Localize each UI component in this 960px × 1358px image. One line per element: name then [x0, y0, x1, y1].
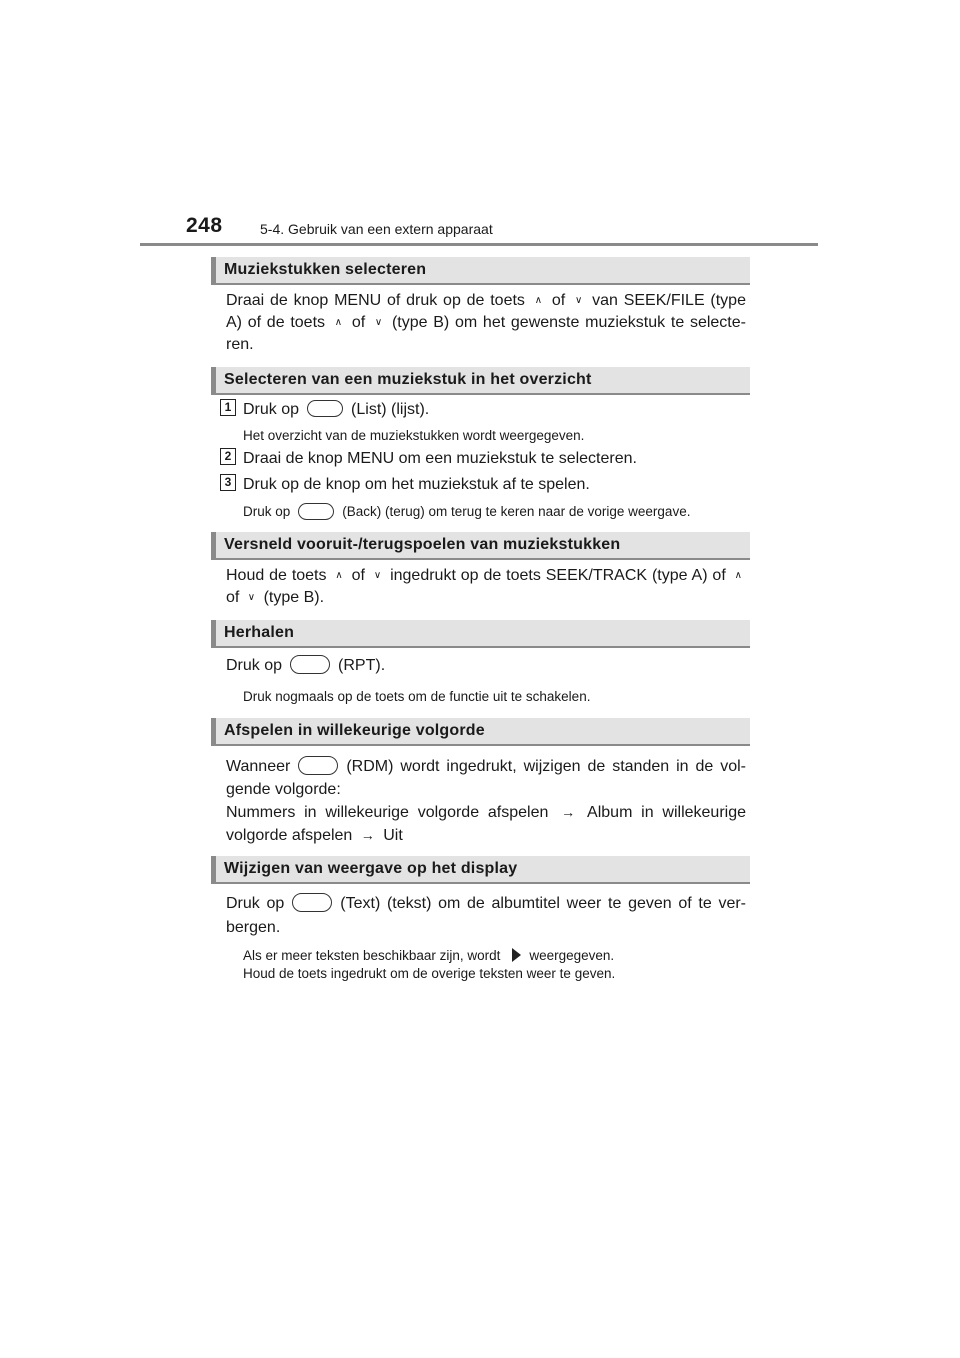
step-1-text: Druk op (List) (lijst).: [243, 401, 430, 418]
up-arrow-icon: ∧: [534, 295, 543, 306]
step-number-3: 3: [220, 474, 236, 491]
section-heading-display: [211, 856, 750, 884]
up-arrow-icon: ∧: [734, 570, 742, 581]
step-number-2: 2: [220, 448, 236, 465]
rdm-button-icon: [298, 756, 338, 775]
select-paragraph: Draai de knop MENU of druk op de toets ∧ of ∨ van SEEK/FILE (type A) of de toets ∧ of ∨ (type B) om het gewenste muziekstuk te selecte-ren.: [226, 290, 746, 356]
step-1-note: Het overzicht van de muziekstukken wordt weergegeven.: [243, 428, 585, 443]
display-paragraph: Druk op (Text) (tekst) om de albumtitel weer te geven of te ver-bergen.: [226, 895, 746, 936]
down-arrow-icon: ∨: [373, 570, 382, 581]
page-header: [0, 0, 960, 250]
section-heading-text: Wijzigen van weergave op het display: [224, 860, 518, 877]
right-arrow-icon: →: [561, 804, 576, 820]
seek-paragraph: Houd de toets ∧ of ∨ ingedrukt op de toets SEEK/TRACK (type A) of ∧ of ∨ (type B).: [226, 565, 746, 609]
section-heading-overview: [211, 367, 750, 395]
step-2-text: Draai de knop MENU om een muziekstuk te selecteren.: [243, 450, 637, 467]
chapter-title: 5-4. Gebruik van een extern apparaat: [260, 221, 493, 237]
section-heading-text: Herhalen: [224, 624, 295, 641]
rpt-button-icon: [290, 655, 330, 674]
list-button-icon: [307, 400, 343, 417]
down-arrow-icon: ∨: [247, 592, 256, 604]
up-arrow-icon: ∧: [335, 570, 343, 581]
section-heading-text: Muziekstukken selecteren: [224, 261, 427, 278]
step-number-1: 1: [220, 399, 236, 416]
right-arrow-icon: →: [360, 827, 375, 843]
section-heading-seek: [211, 532, 750, 560]
back-button-icon: [298, 503, 334, 520]
text-button-icon: [292, 893, 332, 912]
page-number: 248: [186, 214, 223, 237]
repeat-paragraph: Druk op (RPT).: [226, 657, 386, 674]
section-heading-random: [211, 718, 750, 746]
header-divider: [140, 243, 818, 246]
down-arrow-icon: ∨: [574, 295, 583, 306]
step-3-note: Druk op (Back) (terug) om terug te keren naar de vorige weergave.: [243, 504, 691, 519]
section-heading-select: [211, 257, 750, 285]
up-arrow-icon: ∧: [334, 317, 343, 329]
section-heading-text: Selecteren van een muziekstuk in het overzicht: [224, 371, 592, 388]
repeat-note: Druk nogmaals op de toets om de functie uit te schakelen.: [243, 689, 591, 704]
section-heading-text: Versneld vooruit-/terugspoelen van muziekstukken: [224, 536, 621, 553]
display-note: Als er meer teksten beschikbaar zijn, wordt weergegeven. Houd de toets ingedrukt om de overige teksten weer te geven.: [243, 948, 616, 981]
down-arrow-icon: ∨: [374, 317, 383, 329]
step-3-text: Druk op de knop om het muziekstuk af te spelen.: [243, 476, 590, 493]
more-text-indicator-icon: [512, 948, 521, 962]
random-paragraph: Wanneer (RDM) wordt ingedrukt, wijzigen de standen in de vol-gende volgorde: Nummers in willekeurige volgorde afspelen → Album in willekeurige volgorde afspelen → Uit: [226, 755, 746, 847]
section-heading-repeat: [211, 620, 750, 648]
section-heading-text: Afspelen in willekeurige volgorde: [224, 722, 485, 739]
